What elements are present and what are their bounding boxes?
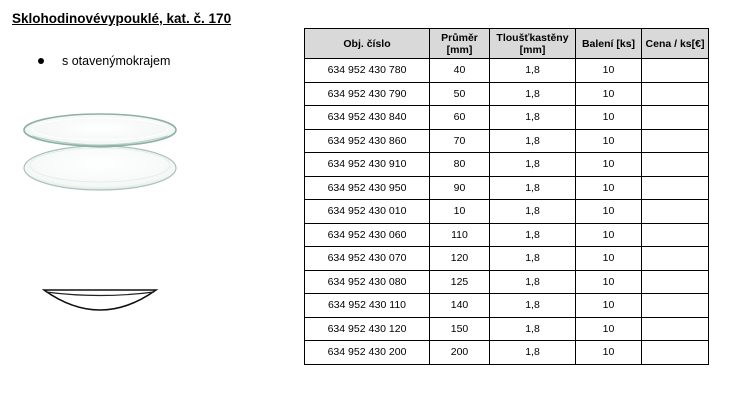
table-cell: 634 952 430 200 xyxy=(305,341,430,365)
table-cell: 1,8 xyxy=(490,200,576,224)
table-cell: 10 xyxy=(576,106,642,130)
table-row xyxy=(305,129,709,153)
table-cell: 10 xyxy=(576,82,642,106)
document-title: Sklohodinovévypouklé, kat. č. 170 xyxy=(12,11,232,26)
table-cell: 1,8 xyxy=(490,176,576,200)
table-cell: 1,8 xyxy=(490,317,576,341)
table-row xyxy=(305,247,709,271)
watch-glass-profile-drawing xyxy=(42,284,160,314)
table-cell: 40 xyxy=(430,59,490,83)
table-cell xyxy=(642,82,709,106)
table-row xyxy=(305,341,709,365)
table-row xyxy=(305,223,709,247)
bullet-text: s otavenýmokrajem xyxy=(62,54,171,68)
bullet-item xyxy=(38,54,170,68)
table-cell xyxy=(642,153,709,177)
table-cell: 1,8 xyxy=(490,270,576,294)
table-cell: 150 xyxy=(430,317,490,341)
table-cell: 50 xyxy=(430,82,490,106)
table-cell: 140 xyxy=(430,294,490,318)
table-row xyxy=(305,153,709,177)
table-cell: 634 952 430 060 xyxy=(305,223,430,247)
table-cell: 10 xyxy=(576,247,642,271)
table-cell: 60 xyxy=(430,106,490,130)
table-cell: 1,8 xyxy=(490,341,576,365)
table-cell: 1,8 xyxy=(490,153,576,177)
table-row xyxy=(305,200,709,224)
table-cell: 634 952 430 950 xyxy=(305,176,430,200)
watch-glass-photo xyxy=(20,110,182,194)
table-cell: 10 xyxy=(576,294,642,318)
table-cell: 10 xyxy=(576,200,642,224)
table-cell: 634 952 430 070 xyxy=(305,247,430,271)
table-cell xyxy=(642,200,709,224)
table-row xyxy=(305,294,709,318)
table-cell: 634 952 430 010 xyxy=(305,200,430,224)
table-cell: 110 xyxy=(430,223,490,247)
table-cell: 634 952 430 860 xyxy=(305,129,430,153)
table-header-row xyxy=(305,29,709,59)
table-cell: 634 952 430 910 xyxy=(305,153,430,177)
table-cell: 10 xyxy=(576,129,642,153)
table-cell: 10 xyxy=(430,200,490,224)
column-header: Obj. číslo xyxy=(305,29,430,59)
table-cell: 1,8 xyxy=(490,106,576,130)
table-cell: 10 xyxy=(576,317,642,341)
column-header: Průměr [mm] xyxy=(430,29,490,59)
table-cell xyxy=(642,59,709,83)
table-cell: 90 xyxy=(430,176,490,200)
table-cell: 200 xyxy=(430,341,490,365)
table-cell: 634 952 430 790 xyxy=(305,82,430,106)
table-row xyxy=(305,82,709,106)
table-row xyxy=(305,59,709,83)
table-cell: 125 xyxy=(430,270,490,294)
table-cell: 634 952 430 120 xyxy=(305,317,430,341)
column-header: Tloušťkastěny [mm] xyxy=(490,29,576,59)
table-cell: 10 xyxy=(576,341,642,365)
table-cell: 10 xyxy=(576,59,642,83)
table-cell: 634 952 430 110 xyxy=(305,294,430,318)
table-cell: 1,8 xyxy=(490,129,576,153)
table-cell xyxy=(642,270,709,294)
table-body xyxy=(305,59,709,365)
table-cell xyxy=(642,341,709,365)
table-cell: 634 952 430 080 xyxy=(305,270,430,294)
table-cell: 70 xyxy=(430,129,490,153)
table-cell: 10 xyxy=(576,223,642,247)
table-cell: 80 xyxy=(430,153,490,177)
table-cell xyxy=(642,176,709,200)
table-cell: 1,8 xyxy=(490,294,576,318)
column-header: Balení [ks] xyxy=(576,29,642,59)
table-cell: 1,8 xyxy=(490,223,576,247)
table-row xyxy=(305,270,709,294)
table-row xyxy=(305,317,709,341)
table-cell xyxy=(642,223,709,247)
table-row xyxy=(305,176,709,200)
table-cell xyxy=(642,294,709,318)
table-row xyxy=(305,106,709,130)
table-cell: 1,8 xyxy=(490,59,576,83)
column-header: Cena / ks[€] xyxy=(642,29,709,59)
table-cell: 10 xyxy=(576,153,642,177)
table-cell: 1,8 xyxy=(490,82,576,106)
table-cell xyxy=(642,129,709,153)
table-cell: 634 952 430 840 xyxy=(305,106,430,130)
table-cell xyxy=(642,317,709,341)
table-cell xyxy=(642,247,709,271)
bullet-icon xyxy=(38,58,44,64)
table-cell xyxy=(642,106,709,130)
table-cell: 1,8 xyxy=(490,247,576,271)
table-cell: 634 952 430 780 xyxy=(305,59,430,83)
product-table xyxy=(304,28,709,365)
table-cell: 10 xyxy=(576,176,642,200)
table-cell: 10 xyxy=(576,270,642,294)
table-cell: 120 xyxy=(430,247,490,271)
